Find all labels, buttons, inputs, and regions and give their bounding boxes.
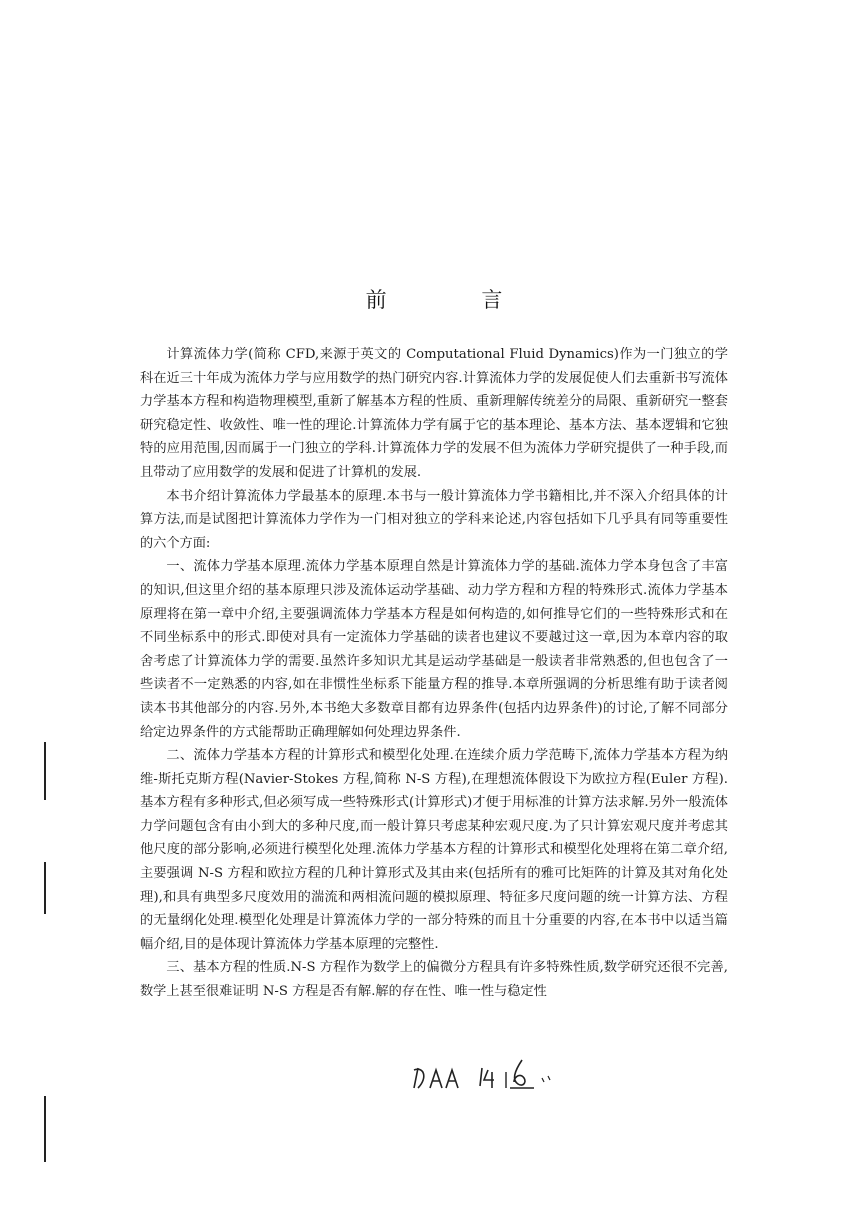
- document-body: [140, 343, 728, 1004]
- paragraph-section-2: 二、流体力学基本方程的计算形式和模型化处理.在连续介质力学范畴下,流体力学基本方程为纳维-斯托克斯方程(Navier-Stokes 方程,简称 N-S 方程),在理想流体假设下为欧拉方程(Euler 方程).基本方程有多种形式,但必须写成一些特殊形式(计算形式)才便于用标准的计算方法求解.另外一般流体力学问题包含有由小到大的多种尺度,而一般计算只考虑某种宏观尺度.为了只计算宏观尺度并考虑其他尺度的部分影响,必须进行模型化处理.流体力学基本方程的计算形式和模型化处理将在第二章介绍,主要强调 N-S 方程和欧拉方程的几种计算形式及其由来(包括所有的雅可比矩阵的计算及其对角化处理),和具有典型多尺度效用的湍流和两相流问题的模拟原理、特征多尺度问题的统一计算方法、方程的无量纲化处理.模型化处理是计算流体力学的一部分特殊的而且十分重要的内容,在本书中以适当篇幅介绍,目的是体现计算流体力学基本原理的完整性.: [140, 748, 728, 952]
- paragraph-section-3: 三、基本方程的性质.N-S 方程作为数学上的偏微分方程具有许多特殊性质,数学研究还很不完善,数学上甚至很难证明 N-S 方程是否有解.解的存在性、唯一性与稳定性: [140, 960, 728, 1000]
- page-title: 前 言: [365, 288, 547, 312]
- paragraph-section-1: 一、流体力学基本原理.流体力学基本原理自然是计算流体力学的基础.流体力学本身包含了丰富的知识,但这里介绍的基本原理只涉及流体运动学基础、动力学方程和方程的特殊形式.流体力学基本原理将在第一章中介绍,主要强调流体力学基本方程是如何构造的,如何推导它们的一些特殊形式和在不同坐标系中的形式.即使对具有一定流体力学基础的读者也建议不要越过这一章,因为本章内容的取舍考虑了计算流体力学的需要.虽然许多知识尤其是运动学基础是一般读者非常熟悉的,但也包含了一些读者不一定熟悉的内容,如在非惯性坐标系下能量方程的推导.本章所强调的分析思维有助于读者阅读本书其他部分的内容.另外,本书绝大多数章目都有边界条件(包括内边界条件)的讨论,了解不同部分给定边界条件的方式能帮助正确理解如何处理边界条件.: [140, 559, 728, 740]
- paragraph-scope: 本书介绍计算流体力学最基本的原理.本书与一般计算流体力学书籍相比,并不深入介绍具体的计算方法,而是试图把计算流体力学作为一门相对独立的学科来论述,内容包括如下几乎具有同等重要性的六个方面:: [140, 488, 728, 551]
- paragraph-intro: 计算流体力学(简称 CFD,来源于英文的 Computational Fluid Dynamics)作为一门独立的学科在近三十年成为流体力学与应用数学的热门研究内容.计算流体力学的发展促使人们去重新书写流体力学基本方程和构造物理模型,重新了解基本方程的性质、重新理解传统差分的局限、重新研究一整套研究稳定性、收敛性、唯一性的理论.计算流体力学有属于它的基本理论、基本方法、基本逻辑和它独特的应用范围,因而属于一门独立的学科.计算流体力学的发展不但为流体力学研究提供了一种手段,而且带动了应用数学的发展和促进了计算机的发展.: [140, 347, 728, 480]
- handwritten-note: [410, 1058, 570, 1094]
- scan-edge-mark: [44, 862, 46, 914]
- scan-edge-mark: [44, 1096, 46, 1162]
- scan-edge-mark: [44, 742, 46, 800]
